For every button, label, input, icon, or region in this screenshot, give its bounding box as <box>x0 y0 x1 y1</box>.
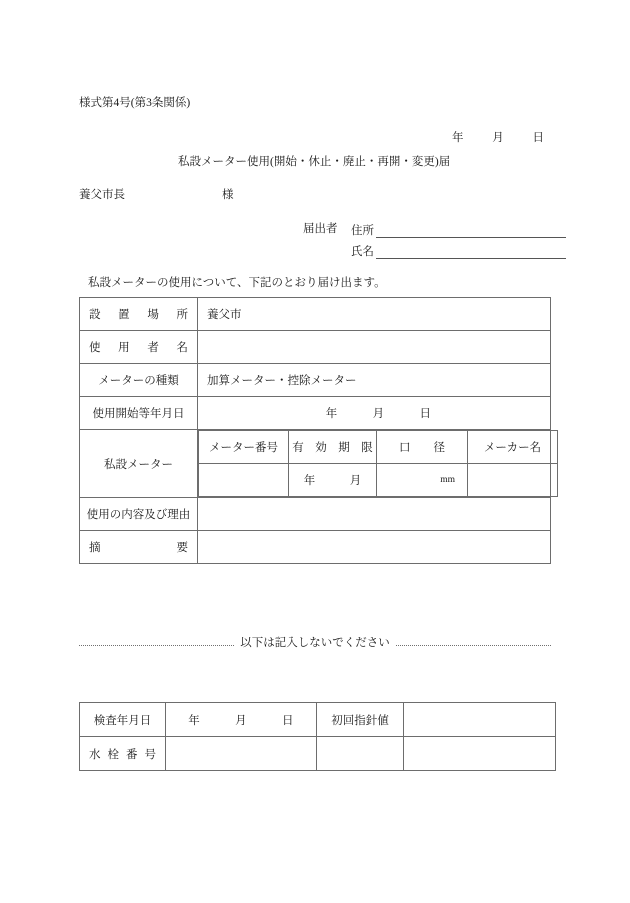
submitter-address-label: 住所 <box>351 225 374 237</box>
row-value-user-name[interactable] <box>198 331 551 364</box>
table-row <box>80 331 551 364</box>
meter-value-row <box>199 464 558 497</box>
meter-sub-table <box>198 430 558 497</box>
submitter-label: 届出者 <box>303 223 338 235</box>
table-row <box>80 498 551 531</box>
table-row <box>80 531 551 564</box>
table-row <box>80 430 551 498</box>
inspection-date-label-text: 検査年月日 <box>93 714 152 727</box>
header-date-line: 年 月 日 <box>452 132 544 144</box>
row-value-installation-place[interactable]: 養父市 <box>198 298 551 331</box>
row-label-private-meter <box>80 430 198 498</box>
meter-header-number: メーター番号 <box>199 431 289 464</box>
meter-value-maker[interactable] <box>468 464 558 497</box>
intro-sentence: 私設メーターの使用について、下記のとおり届け出ます。 <box>88 277 386 289</box>
meter-header-row <box>199 431 558 464</box>
submitter-address-rule[interactable] <box>376 224 566 238</box>
row-label-usage-reason <box>80 498 198 531</box>
inspection-date-value[interactable] <box>166 703 317 737</box>
meter-value-number[interactable] <box>199 464 289 497</box>
meter-value-expiry[interactable]: 年 月 <box>289 464 377 497</box>
row-label-meter-type <box>80 364 198 397</box>
meter-type-label: メーターの種類 <box>98 375 179 387</box>
row-value-meter-type[interactable]: 加算メーター・控除メーター <box>198 364 551 397</box>
inspection-date-label <box>80 703 166 737</box>
table-row <box>80 298 551 331</box>
dotted-rule-right <box>396 638 551 646</box>
submitter-address-field[interactable] <box>351 222 566 238</box>
meter-header-diameter: 口 径 <box>377 431 468 464</box>
usage-reason-label: 使用の内容及び理由 <box>86 509 191 521</box>
addressee-honorific: 様 <box>222 189 234 201</box>
start-date-label: 使用開始等年月日 <box>92 408 185 420</box>
submitter-name-field[interactable] <box>351 243 566 259</box>
private-meter-label: 私設メーター <box>104 458 173 471</box>
submitter-name-label: 氏名 <box>351 246 374 258</box>
row-value-start-date[interactable] <box>198 397 551 430</box>
inspection-date-ymd: 年 月 日 <box>188 714 294 727</box>
meter-diameter-unit: mm <box>440 475 455 485</box>
tap-number-label <box>80 737 166 771</box>
meter-value-diameter[interactable] <box>377 464 468 497</box>
submitter-name-rule[interactable] <box>376 245 566 259</box>
row-value-remarks[interactable] <box>198 531 551 564</box>
row-label-remarks <box>80 531 198 564</box>
tap-number-label-text: 水 栓 番 号 <box>89 748 156 761</box>
bottom-empty-cell-1 <box>317 737 404 771</box>
row-value-private-meter <box>198 430 551 498</box>
document-title: 私設メーター使用(開始・休止・廃止・再開・変更)届 <box>178 156 451 168</box>
meter-header-expiry: 有 効 期 限 <box>289 431 377 464</box>
table-row <box>80 397 551 430</box>
initial-reading-value[interactable] <box>404 703 556 737</box>
do-not-fill-notice: 以下は記入しないでください <box>240 637 390 649</box>
table-row <box>80 737 556 771</box>
addressee: 養父市長 <box>79 189 125 201</box>
table-row <box>80 703 556 737</box>
meter-header-maker: メーカー名 <box>468 431 558 464</box>
installation-place-label: 設 置 場 所 <box>89 309 188 321</box>
row-label-start-date <box>80 397 198 430</box>
bottom-empty-cell-2 <box>404 737 556 771</box>
row-label-installation-place <box>80 298 198 331</box>
form-number: 様式第4号(第3条関係) <box>79 97 191 109</box>
remarks-label: 摘 要 <box>89 542 188 554</box>
table-row <box>80 364 551 397</box>
user-name-label: 使 用 者 名 <box>89 342 188 354</box>
initial-reading-label: 初回指針値 <box>317 703 404 737</box>
tap-number-value[interactable] <box>166 737 317 771</box>
start-date-ymd: 年 月 日 <box>325 408 432 420</box>
row-value-usage-reason[interactable] <box>198 498 551 531</box>
main-table <box>79 297 551 564</box>
row-label-user-name <box>80 331 198 364</box>
divider-notice <box>79 634 551 650</box>
dotted-rule-left <box>79 638 234 646</box>
office-use-table <box>79 702 556 771</box>
